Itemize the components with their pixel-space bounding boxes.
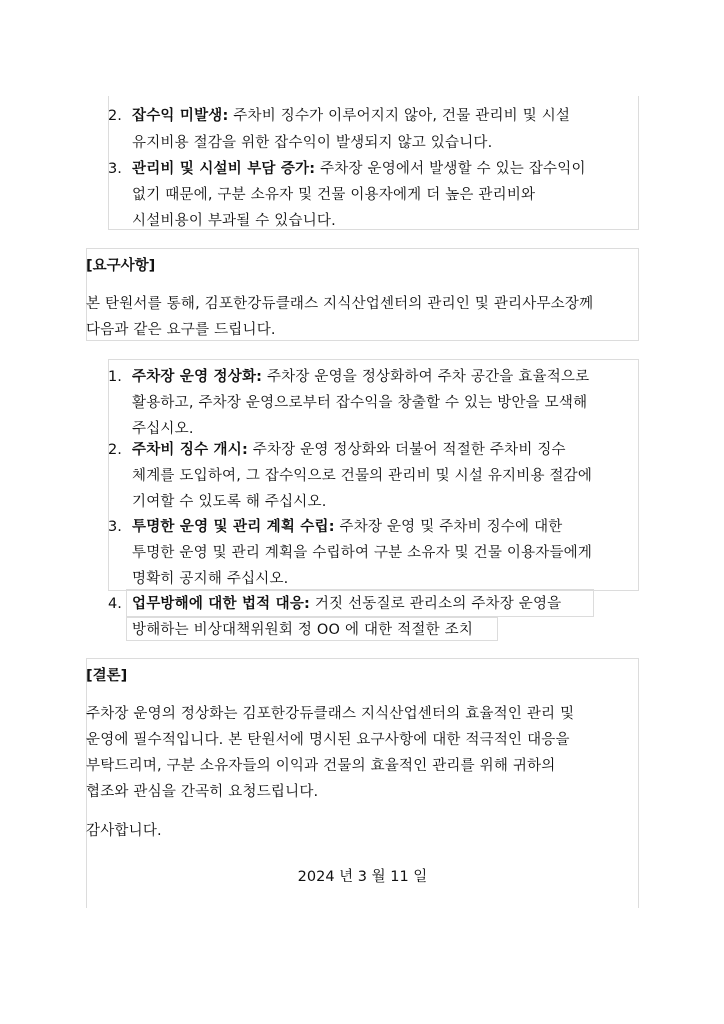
list-item-line <box>132 440 566 460</box>
list-item-line: 투명한 운영 및 관리 계획을 수립하여 구분 소유자 및 건물 이용자들에게 <box>132 545 593 561</box>
conclusion-line: 부탁드리며, 구분 소유자들의 이익과 건물의 효율적인 관리를 위해 귀하의 <box>86 758 556 774</box>
requests-heading: [요구사항] <box>86 258 156 274</box>
list-item-number: 1. <box>108 369 122 385</box>
document-date: 2024 년 3 월 11 일 <box>297 869 428 885</box>
list-item-line: 기여할 수 있도록 해 주십시오. <box>132 494 327 510</box>
list-item-text: 주차비 징수가 이루어지지 않아, 건물 관리비 및 시설 <box>228 108 571 124</box>
list-item-number: 2. <box>108 442 122 458</box>
requests-intro-line: 본 탄원서를 통해, 김포한강듀클래스 지식산업센터의 관리인 및 관리사무소장께 <box>86 296 594 312</box>
list-item-line: 명확히 공지해 주십시오. <box>132 571 289 587</box>
list-item-text: 거짓 선동질로 관리소의 주차장 운영을 <box>310 596 562 612</box>
list-item-line: 유지비용 절감을 위한 잡수익이 발생되지 않고 있습니다. <box>132 135 493 151</box>
list-item-title: 주차장 운영 정상화: <box>132 369 263 385</box>
list-item-title: 잡수익 미발생: <box>132 108 229 124</box>
list-item-title: 업무방해에 대한 법적 대응: <box>132 596 311 612</box>
conclusion-line: 협조와 관심을 간곡히 요청드립니다. <box>86 784 319 800</box>
list-item-number: 3. <box>108 161 122 177</box>
list-item-line: 시설비용이 부과될 수 있습니다. <box>132 213 336 229</box>
list-item-line <box>132 367 589 387</box>
list-item-line: 없기 때문에, 구분 소유자 및 건물 이용자에게 더 높은 관리비와 <box>132 187 536 203</box>
list-item-line: 활용하고, 주차장 운영으로부터 잡수익을 창출할 수 있는 방안을 모색해 <box>132 395 588 411</box>
list-item-title: 관리비 및 시설비 부담 증가: <box>132 161 316 177</box>
list-item-line: 방해하는 비상대책위원회 정 OO 에 대한 적절한 조치 <box>132 622 474 638</box>
list-item-line <box>132 517 563 537</box>
list-item-number: 2. <box>108 108 122 124</box>
list-item-line <box>132 159 586 179</box>
list-item-line <box>132 106 570 126</box>
list-item-number: 4. <box>108 596 122 612</box>
conclusion-line: 운영에 필수적입니다. 본 탄원서에 명시된 요구사항에 대한 적극적인 대응을 <box>86 732 570 748</box>
conclusion-line: 주차장 운영의 정상화는 김포한강듀클래스 지식산업센터의 효율적인 관리 및 <box>86 706 575 722</box>
closing-thanks: 감사합니다. <box>86 823 162 839</box>
list-item-text: 주차장 운영 및 주차비 징수에 대한 <box>334 519 563 535</box>
list-item-line: 체계를 도입하여, 그 잡수익으로 건물의 관리비 및 시설 유지비용 절감에 <box>132 468 593 484</box>
list-item-title: 투명한 운영 및 관리 계획 수립: <box>132 519 335 535</box>
list-item-text: 주차장 운영 정상화와 더불어 적절한 주차비 징수 <box>247 442 566 458</box>
requests-intro-line: 다음과 같은 요구를 드립니다. <box>86 322 276 338</box>
list-item-title: 주차비 징수 개시: <box>132 442 248 458</box>
list-item-line: 주십시오. <box>132 421 194 437</box>
list-item-number: 3. <box>108 519 122 535</box>
conclusion-heading: [결론] <box>86 668 128 684</box>
list-item-line <box>132 594 561 614</box>
list-item-text: 주차장 운영에서 발생할 수 있는 잡수익이 <box>315 161 586 177</box>
list-item-text: 주차장 운영을 정상화하여 주차 공간을 효율적으로 <box>262 369 590 385</box>
